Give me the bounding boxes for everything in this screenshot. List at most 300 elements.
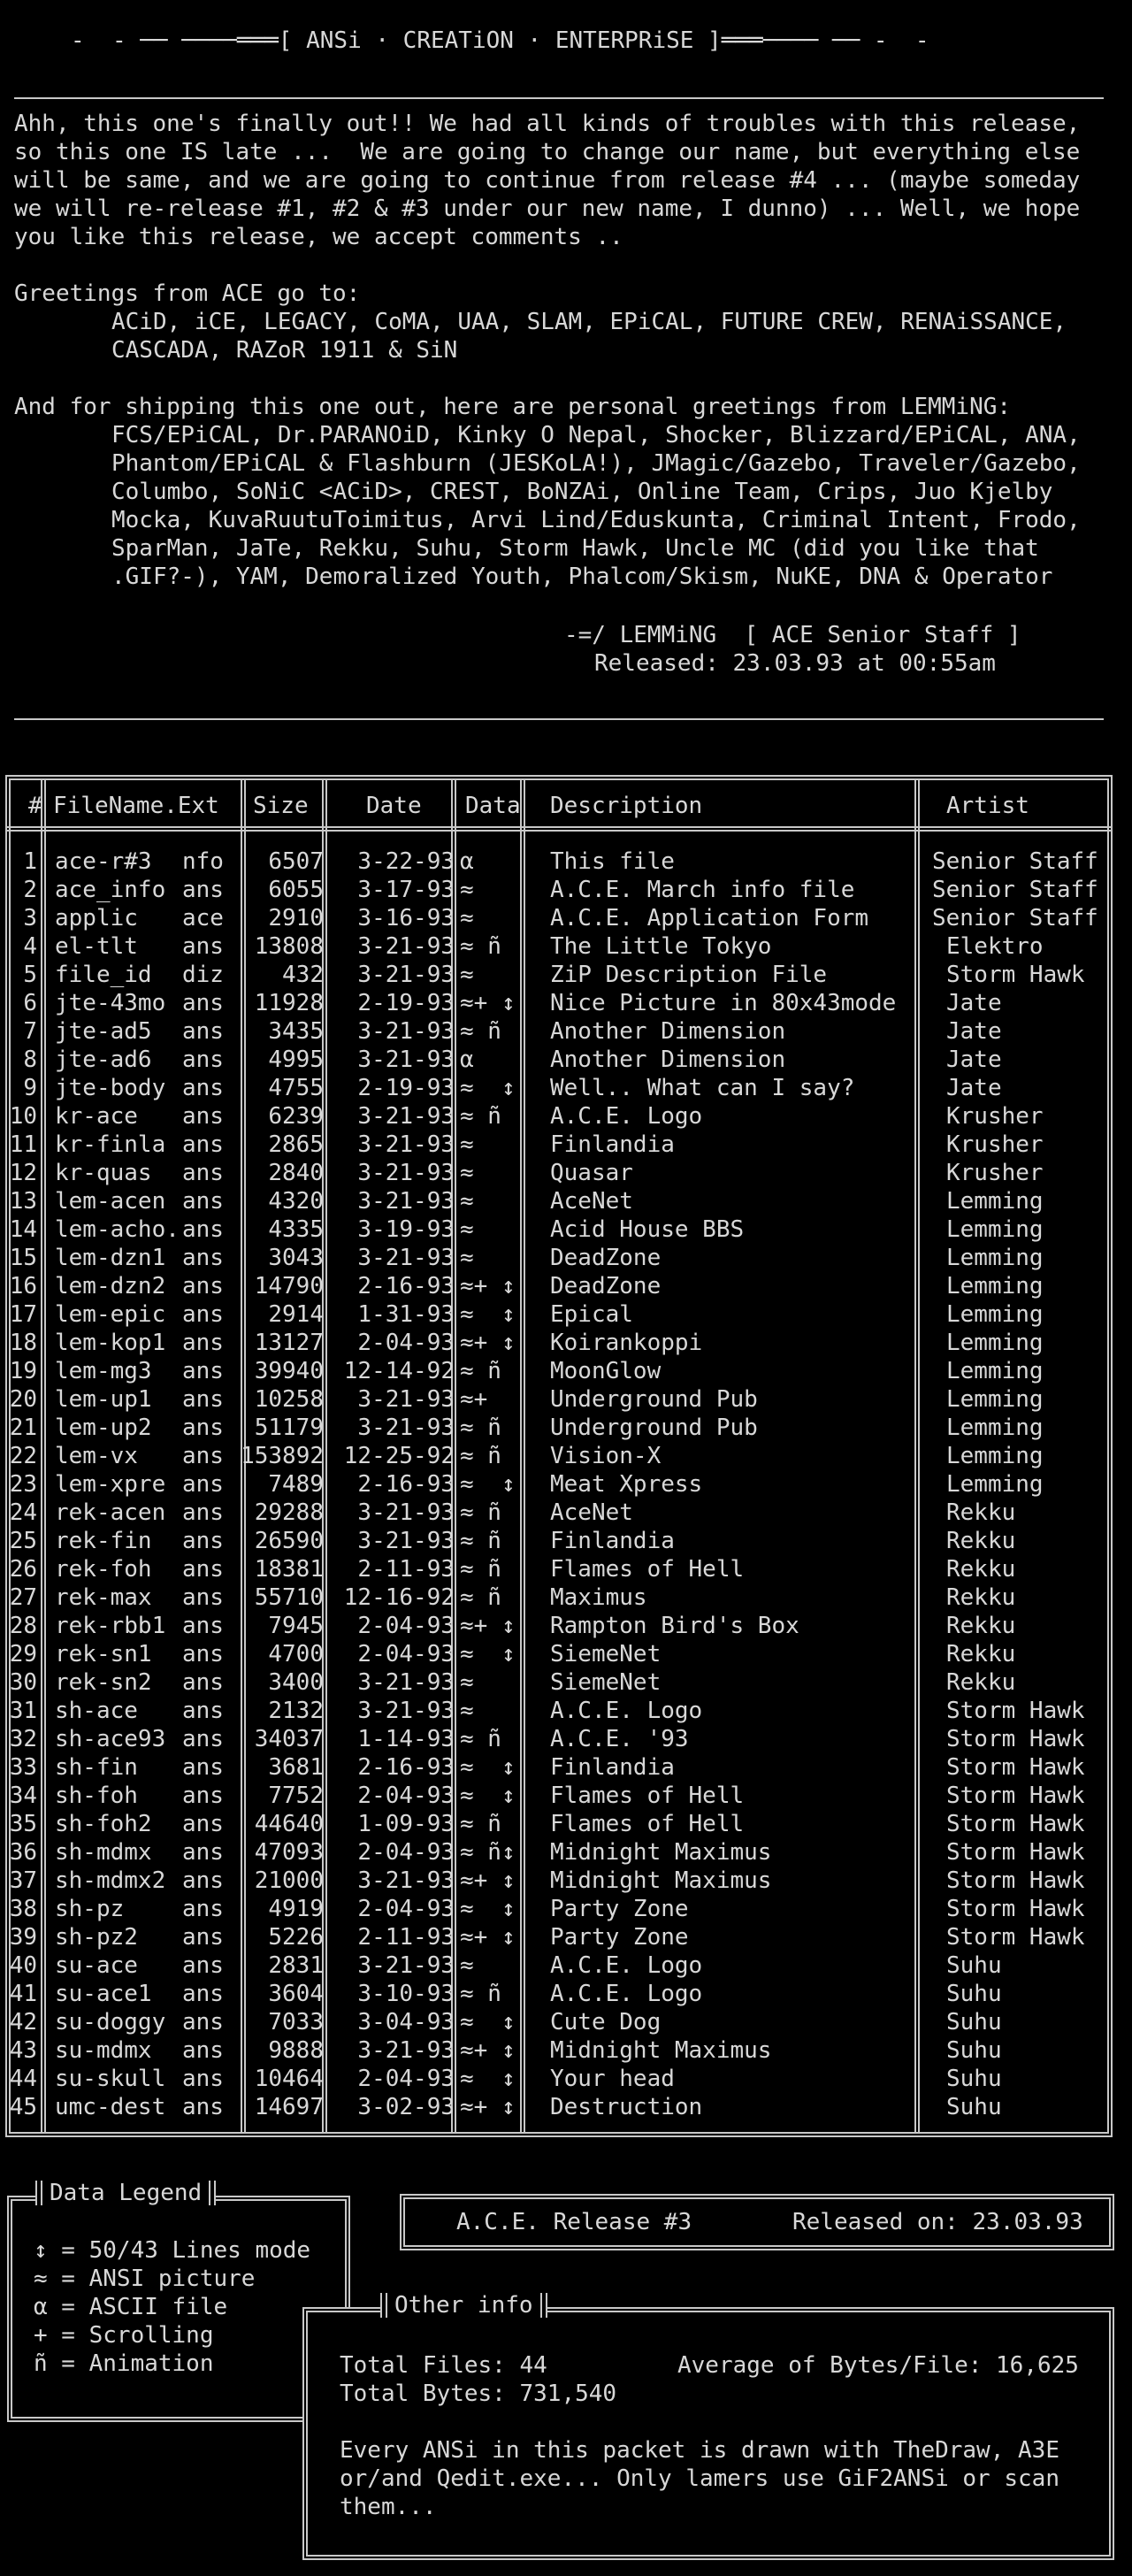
table-row	[9, 1017, 1105, 1046]
row-description: Party Zone	[550, 1924, 689, 1951]
row-number: 9	[23, 1075, 37, 1101]
row-date: 3-10-93	[357, 1981, 455, 2007]
row-data-flags: ≈ ↕	[460, 1782, 516, 1809]
row-size: 7033	[268, 2009, 324, 2036]
row-artist: Krusher	[946, 1103, 1044, 1130]
row-date: 2-04-93	[357, 1782, 455, 1809]
row-size: 2910	[268, 905, 324, 932]
row-size: 18381	[254, 1556, 324, 1583]
row-extension: ans	[182, 1160, 224, 1186]
row-date: 3-16-93	[357, 905, 455, 932]
row-description: Maximus	[550, 1584, 647, 1611]
table-header	[9, 792, 1105, 820]
row-size: 7489	[268, 1471, 324, 1498]
row-filename: su-skull	[55, 2066, 166, 2092]
row-filename: ace_info	[55, 877, 166, 903]
row-extension: ans	[182, 1584, 224, 1611]
table-row	[9, 1357, 1105, 1385]
row-size: 153892	[241, 1443, 324, 1469]
intro-text	[14, 110, 1080, 251]
row-number: 34	[9, 1782, 37, 1809]
row-extension: ans	[182, 1782, 224, 1809]
greetings-line: CASCADA, RAZoR 1911 & SiN	[111, 337, 458, 364]
row-filename: sh-fin	[55, 1754, 138, 1781]
row-filename: umc-dest	[55, 2094, 166, 2120]
col-header-date: Date	[366, 793, 422, 819]
row-data-flags: ≈ ↕	[460, 2009, 516, 2036]
data-legend	[7, 2196, 350, 2422]
table-row	[9, 1272, 1105, 1300]
row-size: 26590	[254, 1528, 324, 1554]
row-number: 29	[9, 1641, 37, 1668]
row-description: Midnight Maximus	[550, 2037, 772, 2064]
row-number: 17	[9, 1301, 37, 1328]
table-row	[9, 1640, 1105, 1668]
row-artist: Jate	[946, 1046, 1002, 1073]
row-size: 6055	[268, 877, 324, 903]
intro-line: will be same, and we are going to continue from release #4 ... (maybe someday	[14, 167, 1081, 194]
row-filename: jte-body	[55, 1075, 166, 1101]
row-size: 39940	[254, 1358, 324, 1384]
row-date: 3-02-93	[357, 2094, 455, 2120]
row-date: 3-21-93	[357, 1386, 455, 1413]
row-description: Koirankoppi	[550, 1330, 703, 1356]
note-line: them...	[340, 2494, 437, 2520]
row-artist: Storm Hawk	[946, 962, 1085, 988]
row-artist: Suhu	[946, 2094, 1002, 2120]
row-extension: ans	[182, 1216, 224, 1243]
row-filename: lem-xpre	[55, 1471, 166, 1498]
row-artist: Suhu	[946, 2009, 1002, 2036]
row-description: Finlandia	[550, 1528, 675, 1554]
row-size: 10258	[254, 1386, 324, 1413]
row-extension: ans	[182, 1330, 224, 1356]
row-artist: Storm Hawk	[946, 1867, 1085, 1894]
row-number: 23	[9, 1471, 37, 1498]
table-row	[9, 1753, 1105, 1782]
release-date-line: Released: 23.03.93 at 00:55am	[594, 650, 996, 677]
row-number: 36	[9, 1839, 37, 1866]
row-size: 3604	[268, 1981, 324, 2007]
row-data-flags: α	[460, 1046, 474, 1073]
row-extension: ans	[182, 1811, 224, 1837]
table-row	[9, 2065, 1105, 2093]
row-extension: ans	[182, 2066, 224, 2092]
row-size: 3043	[268, 1245, 324, 1271]
row-filename: rek-rbb1	[55, 1613, 166, 1639]
row-extension: ans	[182, 1046, 224, 1073]
row-filename: sh-foh2	[55, 1811, 152, 1837]
row-artist: Suhu	[946, 2037, 1002, 2064]
row-size: 14790	[254, 1273, 324, 1300]
row-date: 3-21-93	[357, 1245, 455, 1271]
row-filename: el-tlt	[55, 933, 138, 960]
row-size: 47093	[254, 1839, 324, 1866]
row-data-flags: ≈ ñ	[460, 1556, 501, 1583]
row-data-flags: ≈+ ↕	[460, 1867, 516, 1894]
row-description: Vision-X	[550, 1443, 662, 1469]
row-filename: ace-r#3	[55, 848, 152, 875]
row-artist: Suhu	[946, 1981, 1002, 2007]
row-filename: lem-acen	[55, 1188, 166, 1215]
row-filename: rek-max	[55, 1584, 152, 1611]
row-data-flags: ≈+ ↕	[460, 2037, 516, 2064]
row-filename: sh-foh	[55, 1782, 138, 1809]
row-size: 3435	[268, 1018, 324, 1045]
row-filename: rek-foh	[55, 1556, 152, 1583]
row-artist: Jate	[946, 1018, 1002, 1045]
table-row	[9, 904, 1105, 932]
row-data-flags: ≈+ ↕	[460, 1273, 516, 1300]
row-description: A.C.E. Logo	[550, 1698, 703, 1724]
row-artist: Lemming	[946, 1216, 1044, 1243]
shipping-line: SparMan, JaTe, Rekku, Suhu, Storm Hawk, Uncle MC (did you like that	[111, 535, 1039, 562]
row-size: 21000	[254, 1867, 324, 1894]
row-extension: ans	[182, 1669, 224, 1696]
table-row	[9, 1159, 1105, 1187]
row-extension: ans	[182, 1839, 224, 1866]
row-size: 4995	[268, 1046, 324, 1073]
row-description: DeadZone	[550, 1245, 662, 1271]
row-data-flags: ≈	[460, 1216, 474, 1243]
row-artist: Lemming	[946, 1330, 1044, 1356]
table-row	[9, 1867, 1105, 1895]
row-number: 5	[23, 962, 37, 988]
row-number: 44	[9, 2066, 37, 2092]
row-description: Party Zone	[550, 1896, 689, 1922]
table-row	[9, 1527, 1105, 1555]
table-row	[9, 876, 1105, 904]
row-date: 3-19-93	[357, 1216, 455, 1243]
table-row	[9, 1046, 1105, 1074]
row-number: 11	[9, 1131, 37, 1158]
row-date: 3-21-93	[357, 1499, 455, 1526]
row-data-flags: ≈	[460, 905, 474, 932]
row-data-flags: ≈ ↕	[460, 2066, 516, 2092]
row-date: 3-21-93	[357, 962, 455, 988]
row-number: 14	[9, 1216, 37, 1243]
row-filename: lem-epic	[55, 1301, 166, 1328]
row-artist: Senior Staff	[932, 848, 1098, 875]
row-data-flags: ≈ ñ↕	[460, 1839, 516, 1866]
row-date: 3-21-93	[357, 1414, 455, 1441]
row-artist: Jate	[946, 990, 1002, 1016]
row-artist: Lemming	[946, 1245, 1044, 1271]
row-number: 33	[9, 1754, 37, 1781]
row-description: Destruction	[550, 2094, 703, 2120]
row-extension: ans	[182, 1471, 224, 1498]
row-data-flags: ≈ ñ	[460, 1981, 501, 2007]
row-extension: ans	[182, 1556, 224, 1583]
row-date: 3-21-93	[357, 1698, 455, 1724]
table-row	[9, 1583, 1105, 1612]
row-date: 2-11-93	[357, 1556, 455, 1583]
row-extension: ans	[182, 1075, 224, 1101]
row-artist: Rekku	[946, 1669, 1016, 1696]
row-data-flags: ≈+ ↕	[460, 1613, 516, 1639]
row-size: 4700	[268, 1641, 324, 1668]
row-extension: ans	[182, 1613, 224, 1639]
row-description: The Little Tokyo	[550, 933, 772, 960]
row-number: 32	[9, 1726, 37, 1752]
row-size: 13127	[254, 1330, 324, 1356]
row-extension: ans	[182, 1867, 224, 1894]
row-artist: Lemming	[946, 1273, 1044, 1300]
row-date: 3-21-93	[357, 1131, 455, 1158]
row-description: Underground Pub	[550, 1414, 758, 1441]
row-extension: ans	[182, 1301, 224, 1328]
row-description: Flames of Hell	[550, 1556, 745, 1583]
row-number: 7	[23, 1018, 37, 1045]
row-size: 2132	[268, 1698, 324, 1724]
table-row	[9, 1555, 1105, 1583]
row-date: 3-21-93	[357, 1669, 455, 1696]
row-filename: su-ace1	[55, 1981, 152, 2007]
row-size: 29288	[254, 1499, 324, 1526]
row-filename: jte-ad6	[55, 1046, 152, 1073]
row-artist: Suhu	[946, 2066, 1002, 2092]
row-description: A.C.E. Application Form	[550, 905, 869, 932]
row-artist: Rekku	[946, 1613, 1016, 1639]
row-data-flags: α	[460, 848, 474, 875]
row-data-flags: ≈ ↕	[460, 1075, 516, 1101]
row-filename: kr-finla	[55, 1131, 166, 1158]
row-number: 26	[9, 1556, 37, 1583]
table-row	[9, 2008, 1105, 2036]
row-description: Quasar	[550, 1160, 633, 1186]
table-row	[9, 1782, 1105, 1810]
table-row	[9, 1668, 1105, 1697]
row-filename: lem-dzn1	[55, 1245, 166, 1271]
row-extension: ans	[182, 1952, 224, 1979]
row-number: 27	[9, 1584, 37, 1611]
row-filename: lem-mg3	[55, 1358, 152, 1384]
row-filename: sh-pz2	[55, 1924, 138, 1951]
row-size: 7752	[268, 1782, 324, 1809]
row-description: Meat Xpress	[550, 1471, 703, 1498]
row-filename: sh-mdmx2	[55, 1867, 166, 1894]
other-info-title: Other info	[382, 2291, 546, 2319]
row-extension: ans	[182, 1188, 224, 1215]
intro-line: Ahh, this one's finally out!! We had all kinds of troubles with this release,	[14, 111, 1081, 137]
row-number: 2	[23, 877, 37, 903]
row-size: 9888	[268, 2037, 324, 2064]
row-date: 2-19-93	[357, 1075, 455, 1101]
row-date: 12-25-92	[343, 1443, 455, 1469]
row-description: A.C.E. '93	[550, 1726, 689, 1752]
row-description: Your head	[550, 2066, 675, 2092]
row-description: Epical	[550, 1301, 633, 1328]
row-date: 3-21-93	[357, 1103, 455, 1130]
row-filename: lem-dzn2	[55, 1273, 166, 1300]
signature: -=/ LEMMiNG [ ACE Senior Staff ]	[564, 622, 1021, 648]
row-number: 15	[9, 1245, 37, 1271]
row-artist: Jate	[946, 1075, 1002, 1101]
row-description: MoonGlow	[550, 1358, 662, 1384]
row-size: 2865	[268, 1131, 324, 1158]
row-data-flags: ≈ ↕	[460, 1471, 516, 1498]
shipping-title: And for shipping this one out, here are personal greetings from LEMMiNG:	[14, 394, 1012, 420]
table-row	[9, 1612, 1105, 1640]
row-artist: Lemming	[946, 1301, 1044, 1328]
table-row	[9, 1838, 1105, 1867]
row-date: 2-04-93	[357, 1330, 455, 1356]
row-artist: Storm Hawk	[946, 1698, 1085, 1724]
row-size: 11928	[254, 990, 324, 1016]
row-size: 5226	[268, 1924, 324, 1951]
row-description: DeadZone	[550, 1273, 662, 1300]
table-row	[9, 1215, 1105, 1244]
shipping-line: Mocka, KuvaRuutuToimitus, Arvi Lind/Eduskunta, Criminal Intent, Frodo,	[111, 507, 1081, 533]
table-row	[9, 1442, 1105, 1470]
row-number: 4	[23, 933, 37, 960]
row-number: 22	[9, 1443, 37, 1469]
row-extension: ans	[182, 1896, 224, 1922]
row-data-flags: ≈ ↕	[460, 1301, 516, 1328]
row-number: 28	[9, 1613, 37, 1639]
row-filename: sh-mdmx	[55, 1839, 152, 1866]
row-filename: lem-up2	[55, 1414, 152, 1441]
row-description: Finlandia	[550, 1131, 675, 1158]
other-info-note	[340, 2436, 1059, 2521]
row-date: 3-17-93	[357, 877, 455, 903]
row-number: 31	[9, 1698, 37, 1724]
row-extension: ans	[182, 1528, 224, 1554]
row-data-flags: ≈ ñ	[460, 1499, 501, 1526]
row-artist: Lemming	[946, 1414, 1044, 1441]
table-row	[9, 2093, 1105, 2121]
row-size: 4320	[268, 1188, 324, 1215]
row-number: 40	[9, 1952, 37, 1979]
row-data-flags: ≈	[460, 1131, 474, 1158]
row-size: 34037	[254, 1726, 324, 1752]
row-number: 24	[9, 1499, 37, 1526]
row-extension: ans	[182, 1698, 224, 1724]
row-date: 2-04-93	[357, 1613, 455, 1639]
row-filename: lem-vx	[55, 1443, 138, 1469]
row-size: 6507	[268, 848, 324, 875]
row-description: Cute Dog	[550, 2009, 662, 2036]
row-size: 2840	[268, 1160, 324, 1186]
row-date: 2-04-93	[357, 2066, 455, 2092]
col-header-size: Size	[253, 793, 309, 819]
row-date: 12-16-92	[343, 1584, 455, 1611]
legend-item: + = Scrolling	[34, 2322, 214, 2349]
row-date: 3-21-93	[357, 933, 455, 960]
row-extension: ans	[182, 2094, 224, 2120]
row-number: 45	[9, 2094, 37, 2120]
row-artist: Storm Hawk	[946, 1839, 1085, 1866]
row-filename: su-mdmx	[55, 2037, 152, 2064]
row-filename: sh-pz	[55, 1896, 125, 1922]
row-data-flags: ≈+	[460, 1386, 488, 1413]
row-size: 2914	[268, 1301, 324, 1328]
row-extension: ans	[182, 1414, 224, 1441]
row-number: 38	[9, 1896, 37, 1922]
row-description: ZiP Description File	[550, 962, 828, 988]
row-data-flags: ≈ ñ	[460, 1358, 501, 1384]
row-artist: Rekku	[946, 1641, 1016, 1668]
legend-item: ñ = Animation	[34, 2350, 214, 2377]
row-number: 43	[9, 2037, 37, 2064]
row-size: 13808	[254, 933, 324, 960]
row-filename: rek-sn1	[55, 1641, 152, 1668]
row-date: 3-04-93	[357, 2009, 455, 2036]
row-artist: Suhu	[946, 1952, 1002, 1979]
row-extension: ans	[182, 2009, 224, 2036]
table-row	[9, 961, 1105, 989]
row-filename: lem-up1	[55, 1386, 152, 1413]
row-number: 13	[9, 1188, 37, 1215]
row-size: 3400	[268, 1669, 324, 1696]
row-filename: rek-acen	[55, 1499, 166, 1526]
row-artist: Storm Hawk	[946, 1754, 1085, 1781]
row-number: 37	[9, 1867, 37, 1894]
row-filename: lem-acho.	[55, 1216, 180, 1243]
table-row	[9, 1923, 1105, 1951]
row-number: 41	[9, 1981, 37, 2007]
row-artist: Lemming	[946, 1471, 1044, 1498]
row-size: 6239	[268, 1103, 324, 1130]
row-extension: ans	[182, 1358, 224, 1384]
row-data-flags: ≈ ñ	[460, 1103, 501, 1130]
table-row	[9, 1131, 1105, 1159]
row-artist: Rekku	[946, 1528, 1016, 1554]
row-data-flags: ≈+ ↕	[460, 990, 516, 1016]
row-data-flags: ≈ ñ	[460, 933, 501, 960]
intro-line: you like this release, we accept comments ..	[14, 224, 623, 250]
row-description: A.C.E. Logo	[550, 1103, 703, 1130]
shipping-line: .GIF?-), YAM, Demoralized Youth, Phalcom/Skism, NuKE, DNA & Operator	[111, 564, 1053, 590]
row-extension: ans	[182, 933, 224, 960]
shipping-line: FCS/EPiCAL, Dr.PARANOiD, Kinky O Nepal, Shocker, Blizzard/EPiCAL, ANA,	[111, 422, 1081, 448]
row-description: SiemeNet	[550, 1669, 662, 1696]
table-row	[9, 989, 1105, 1017]
row-filename: rek-sn2	[55, 1669, 152, 1696]
row-number: 6	[23, 990, 37, 1016]
row-description: Flames of Hell	[550, 1811, 745, 1837]
row-description: Nice Picture in 80x43mode	[550, 990, 897, 1016]
table-row	[9, 1244, 1105, 1272]
row-date: 2-19-93	[357, 990, 455, 1016]
divider-bottom	[14, 718, 1104, 720]
row-data-flags: ≈ ñ	[460, 1528, 501, 1554]
row-number: 10	[9, 1103, 37, 1130]
row-description: Another Dimension	[550, 1018, 786, 1045]
row-extension: ans	[182, 1018, 224, 1045]
row-number: 25	[9, 1528, 37, 1554]
row-filename: su-ace	[55, 1952, 138, 1979]
row-size: 4919	[268, 1896, 324, 1922]
row-artist: Storm Hawk	[946, 1896, 1085, 1922]
banner-title: - - ── ────═══[ ANSi · CREATiON · ENTERPRiSE ]═══──── ── - -	[71, 27, 929, 54]
total-bytes: Total Bytes: 731,540	[340, 2380, 617, 2407]
shipping-list	[111, 421, 1081, 591]
row-extension: ans	[182, 1754, 224, 1781]
table-header-rule	[7, 826, 1111, 832]
total-files: Total Files: 44	[340, 2352, 547, 2379]
row-data-flags: ≈ ñ	[460, 1811, 501, 1837]
row-date: 3-21-93	[357, 1046, 455, 1073]
row-artist: Krusher	[946, 1160, 1044, 1186]
row-size: 10464	[254, 2066, 324, 2092]
row-date: 2-04-93	[357, 1839, 455, 1866]
col-header-filename: FileName.Ext	[53, 793, 219, 819]
average-bytes: Average of Bytes/File: 16,625	[677, 2352, 1079, 2379]
table-row	[9, 847, 1105, 876]
row-extension: ans	[182, 1386, 224, 1413]
row-artist: Storm Hawk	[946, 1782, 1085, 1809]
